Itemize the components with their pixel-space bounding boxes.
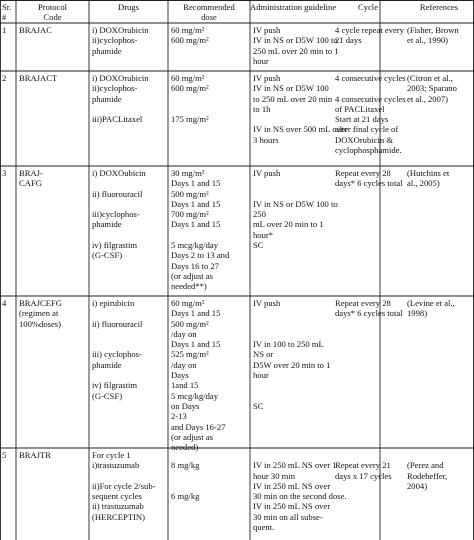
row2-cycle: 4 consecutive cycles 4 consecutive cycles of PACLitaxel Start at 21 days after final cycle of DOXOrubicin & cyclophosphamide.: [335, 73, 406, 156]
row4-cycle: Repeat every 28 days* 6 cycles total: [335, 298, 403, 319]
row4-dose: 60 mg/m² Days 1 and 15 500 mg/m² /day on Days 1 and 15 525 mg/m² /day on Days 1and 15 5 mcg/kg/day on Days 2-13 and Days 16-27 (or adjust as needed): [171, 298, 226, 453]
row2-sr: 2: [2, 73, 7, 83]
row5-sr: 5: [2, 450, 7, 460]
row3-drugs: i) DOXOubicin ii) fluorouracil iii)cyclophos- phamide iv) filgrastim (G-CSF): [92, 168, 146, 261]
row3-dose: 30 mg/m² Days 1 and 15 500 mg/m² Days 1 and 15 700 mg/m² Days 1 and 15 5 mcg/kg/day Days 2 to 13 and Days 16 to 27 (or adjust as needed**): [171, 168, 230, 292]
row1-dose: 60 mg/m² 600 mg/m²: [171, 25, 209, 46]
header-administration-guideline: Administration guideline: [250, 2, 337, 12]
row1-sr: 1: [2, 25, 7, 35]
row3-cycle: Repeat every 28 days* 6 cycles total: [335, 168, 403, 189]
row1-admin: IV push IV in NS or D5W 100 to 250 mL over 20 min to 1 hour: [253, 25, 339, 66]
row4-refs: (Levine et al., 1998): [407, 298, 455, 319]
row5-drugs: For cycle 1 i)trastuzumab ii)For cycle 2/sub- sequent cycles ii) trastuzumab (HERCEPTIN): [92, 450, 156, 522]
row4-drugs: i) epirubicin ii) fluorouracil iii) cyclophos- phamide iv) filgrastim (G-CSF): [92, 298, 143, 401]
row5-refs: (Perez and Rodeheffer, 2004): [407, 460, 448, 491]
header-references: References: [419, 2, 459, 12]
header-sr: Sr. #: [2, 2, 12, 23]
header-protocol-code: Protocol Code: [37, 2, 68, 23]
row5-dose: 8 mg/kg 6 mg/kg: [171, 460, 200, 502]
row4-admin: IV push IV in 100 to 250 mL NS or D5W over 20 min to 1 hour SC: [253, 298, 331, 411]
row1-cycle: 4 cycle repeat every 21 days: [335, 25, 404, 46]
row1-code: BRAJAC: [19, 25, 52, 35]
row4-code: BRAJCEFG (regimen at 100%doses): [19, 298, 62, 329]
row3-admin: IV push IV in NS or D5W 100 to 250 mL over 20 min to 1 hour* SC: [253, 168, 338, 251]
header-recommended-dose: Recommended dose: [183, 2, 235, 23]
row5-cycle: Repeat every 21 days x 17 cycles: [335, 460, 392, 481]
row2-admin: IV push IV in NS or D5W 100 to 250 mL over 20 min to 1h IV in NS over 500 mL over 3 hours: [253, 73, 348, 145]
row5-code: BRAJTR: [19, 450, 51, 460]
header-cycle: Cycle: [357, 2, 379, 12]
header-drugs: Drugs: [117, 2, 139, 12]
row2-drugs: i) DOXOrubicin ii)cyclophos- phamide iii)PACLitaxel: [92, 73, 149, 125]
row1-drugs: i) DOXOrubicin ii)cyclophos- phamide: [92, 25, 149, 56]
row5-admin: IV in 250 mL NS over 1 hour 30 min IV in 250 mL NS over 30 min on the second dose. IV in 250 mL NS over 30 min on all subse- quent.: [253, 460, 347, 533]
row1-refs: (Fisher, Brown et al., 1990): [407, 25, 459, 46]
row2-refs: (Citron et al., 2003; Sparano et al., 2007): [407, 73, 457, 104]
row3-sr: 3: [2, 168, 7, 178]
row2-code: BRAJACT: [19, 73, 58, 83]
row4-sr: 4: [2, 298, 7, 308]
row3-code: BRAJ- CAFG: [19, 168, 43, 189]
row2-dose: 60 mg/m² 600 mg/m² 175 mg/m²: [171, 73, 209, 125]
row3-refs: (Hutchins et al., 2005): [407, 168, 450, 189]
